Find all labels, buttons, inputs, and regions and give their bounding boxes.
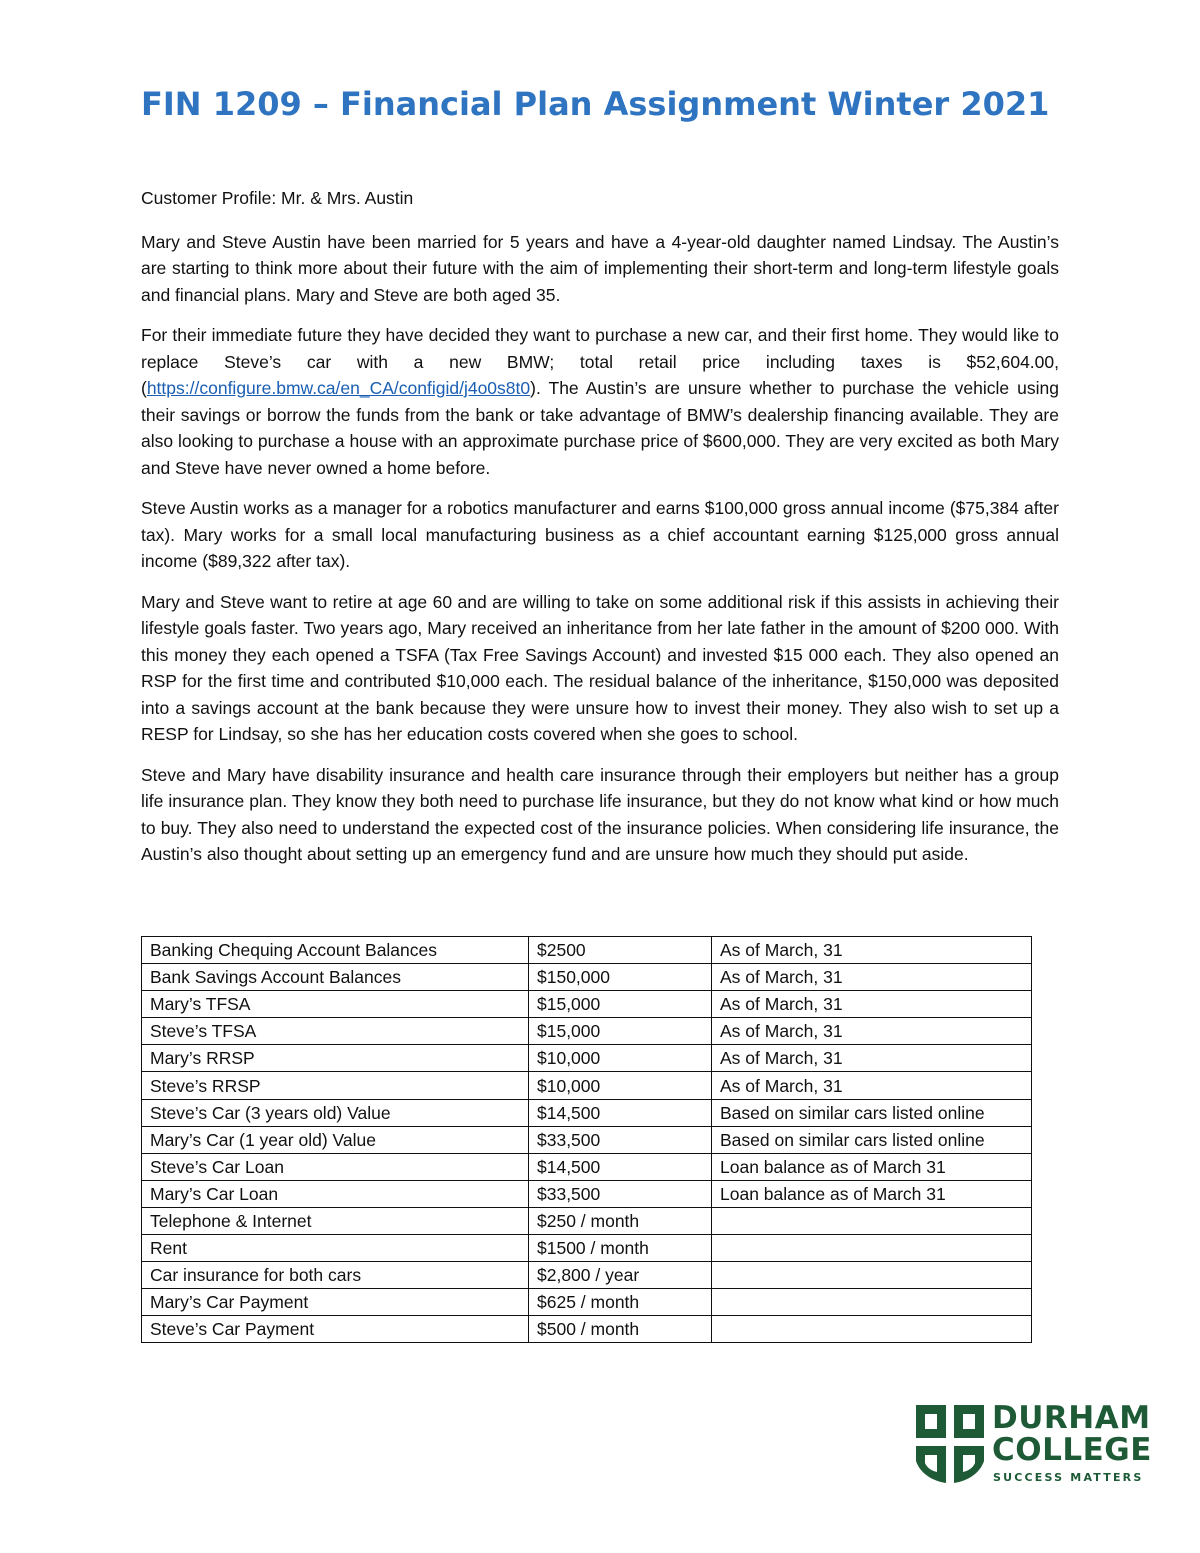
amount-cell: $10,000 (529, 1072, 712, 1099)
item-cell: Mary’s TFSA (142, 991, 529, 1018)
note-cell (712, 1316, 1032, 1343)
note-cell: As of March, 31 (712, 1072, 1032, 1099)
item-cell: Mary’s Car (1 year old) Value (142, 1126, 529, 1153)
table-row (142, 991, 1032, 1018)
item-cell: Steve’s RRSP (142, 1072, 529, 1099)
table-row (142, 1180, 1032, 1207)
table-row (142, 1018, 1032, 1045)
note-cell: Loan balance as of March 31 (712, 1153, 1032, 1180)
amount-cell: $2500 (529, 937, 712, 964)
amount-cell: $500 / month (529, 1316, 712, 1343)
item-cell: Steve’s Car Loan (142, 1153, 529, 1180)
table-row (142, 1045, 1032, 1072)
note-cell: Loan balance as of March 31 (712, 1180, 1032, 1207)
table-row (142, 1153, 1032, 1180)
paragraph-purchases-text: For their immediate future they have decided they want to purchase a new car, and their first home. They would like to replace Steve’s car with a new BMW; total retail price including taxes is $52,604.00, ( (141, 325, 1059, 398)
note-cell (712, 1289, 1032, 1316)
paragraph-purchases (141, 322, 1059, 481)
table-row (142, 1316, 1032, 1343)
item-cell: Steve’s TFSA (142, 1018, 529, 1045)
bmw-config-link[interactable]: https://configure.bmw.ca/en_CA/configid/j4o0s8t0 (146, 378, 531, 398)
item-cell: Mary’s RRSP (142, 1045, 529, 1072)
paragraph-retirement: Mary and Steve want to retire at age 60 and are willing to take on some additional risk if this assists in achieving their lifestyle goals faster. Two years ago, Mary received an inheritance from her late father in the amount of $200 000. With this money they each opened a TSFA (Tax Free Savings Account) and invested $15 000 each. They also opened an RSP for the first time and contributed $10,000 each. The residual balance of the inheritance, $150,000 was deposited into a savings account at the bank because they were unsure how to invest their money. They also wish to set up a RESP for Lindsay, so she has her education costs covered when she goes to school. (141, 591, 1059, 744)
note-cell (712, 1235, 1032, 1262)
paragraph-family: Mary and Steve Austin have been married for 5 years and have a 4-year-old daughter named Lindsay. The Austin’s are starting to think more about their future with the aim of implementing their short-term and long-term lifestyle goals and financial plans. Mary and Steve are both aged 35. (141, 231, 1059, 305)
table-row (142, 1126, 1032, 1153)
balances-table-body (142, 937, 1032, 1343)
item-cell: Car insurance for both cars (142, 1262, 529, 1289)
logo-tagline: SUCCESS MATTERS (993, 1471, 1144, 1484)
item-cell: Mary’s Car Payment (142, 1289, 529, 1316)
paragraph-income: Steve Austin works as a manager for a robotics manufacturer and earns $100,000 gross annual income ($75,384 after tax). Mary works for a small local manufacturing business as a chief accountant earning $125,000 gross annual income ($89,322 after tax). (141, 498, 1059, 571)
amount-cell: $1500 / month (529, 1235, 712, 1262)
customer-profile: Customer Profile: Mr. & Mrs. Austin (141, 188, 414, 208)
item-cell: Telephone & Internet (142, 1207, 529, 1234)
amount-cell: $250 / month (529, 1207, 712, 1234)
table-row (142, 1072, 1032, 1099)
item-cell: Steve’s Car Payment (142, 1316, 529, 1343)
amount-cell: $15,000 (529, 1018, 712, 1045)
table-row (142, 1289, 1032, 1316)
logo-wordmark-durham: DURHAM (992, 1400, 1151, 1436)
note-cell: Based on similar cars listed online (712, 1099, 1032, 1126)
table-row (142, 964, 1032, 991)
item-cell: Bank Savings Account Balances (142, 964, 529, 991)
amount-cell: $33,500 (529, 1180, 712, 1207)
amount-cell: $15,000 (529, 991, 712, 1018)
item-cell: Banking Chequing Account Balances (142, 937, 529, 964)
amount-cell: $14,500 (529, 1099, 712, 1126)
amount-cell: $625 / month (529, 1289, 712, 1316)
amount-cell: $33,500 (529, 1126, 712, 1153)
table-row (142, 937, 1032, 964)
paragraph-insurance: Steve and Mary have disability insurance and health care insurance through their employers but neither has a group life insurance plan. They know they both need to purchase life insurance, but they do not know what kind or how much to buy. They also need to understand the expected cost of the insurance policies. When considering life insurance, the Austin’s also thought about setting up an emergency fund and are unsure how much they should put aside. (141, 764, 1059, 864)
note-cell: As of March, 31 (712, 964, 1032, 991)
balances-table (141, 936, 1032, 1343)
note-cell: Based on similar cars listed online (712, 1126, 1032, 1153)
amount-cell: $14,500 (529, 1153, 712, 1180)
item-cell: Steve’s Car (3 years old) Value (142, 1099, 529, 1126)
document-title: FIN 1209 – Financial Plan Assignment Winter 2021 (141, 85, 1050, 123)
note-cell (712, 1207, 1032, 1234)
logo-wordmark-college: COLLEGE (992, 1432, 1152, 1468)
note-cell: As of March, 31 (712, 937, 1032, 964)
table-row (142, 1207, 1032, 1234)
note-cell (712, 1262, 1032, 1289)
table-row (142, 1235, 1032, 1262)
document-body (141, 185, 1059, 882)
durham-college-logo (916, 1400, 1156, 1487)
item-cell: Mary’s Car Loan (142, 1180, 529, 1207)
amount-cell: $2,800 / year (529, 1262, 712, 1289)
table-row (142, 1099, 1032, 1126)
table-row (142, 1262, 1032, 1289)
note-cell: As of March, 31 (712, 1045, 1032, 1072)
paragraph-purchases-text-cont: ). The Austin’s are unsure whether to purchase the vehicle using their savings or borrow the funds from the bank or take advantage of BMW’s dealership financing available. They are also looking to purchase a house with an approximate purchase price of $600,000. They are very excited as both Mary and Steve have never owned a home before. (141, 378, 1059, 478)
note-cell: As of March, 31 (712, 1018, 1032, 1045)
note-cell: As of March, 31 (712, 991, 1032, 1018)
amount-cell: $150,000 (529, 964, 712, 991)
item-cell: Rent (142, 1235, 529, 1262)
logo-emblem-icon (916, 1405, 986, 1483)
amount-cell: $10,000 (529, 1045, 712, 1072)
